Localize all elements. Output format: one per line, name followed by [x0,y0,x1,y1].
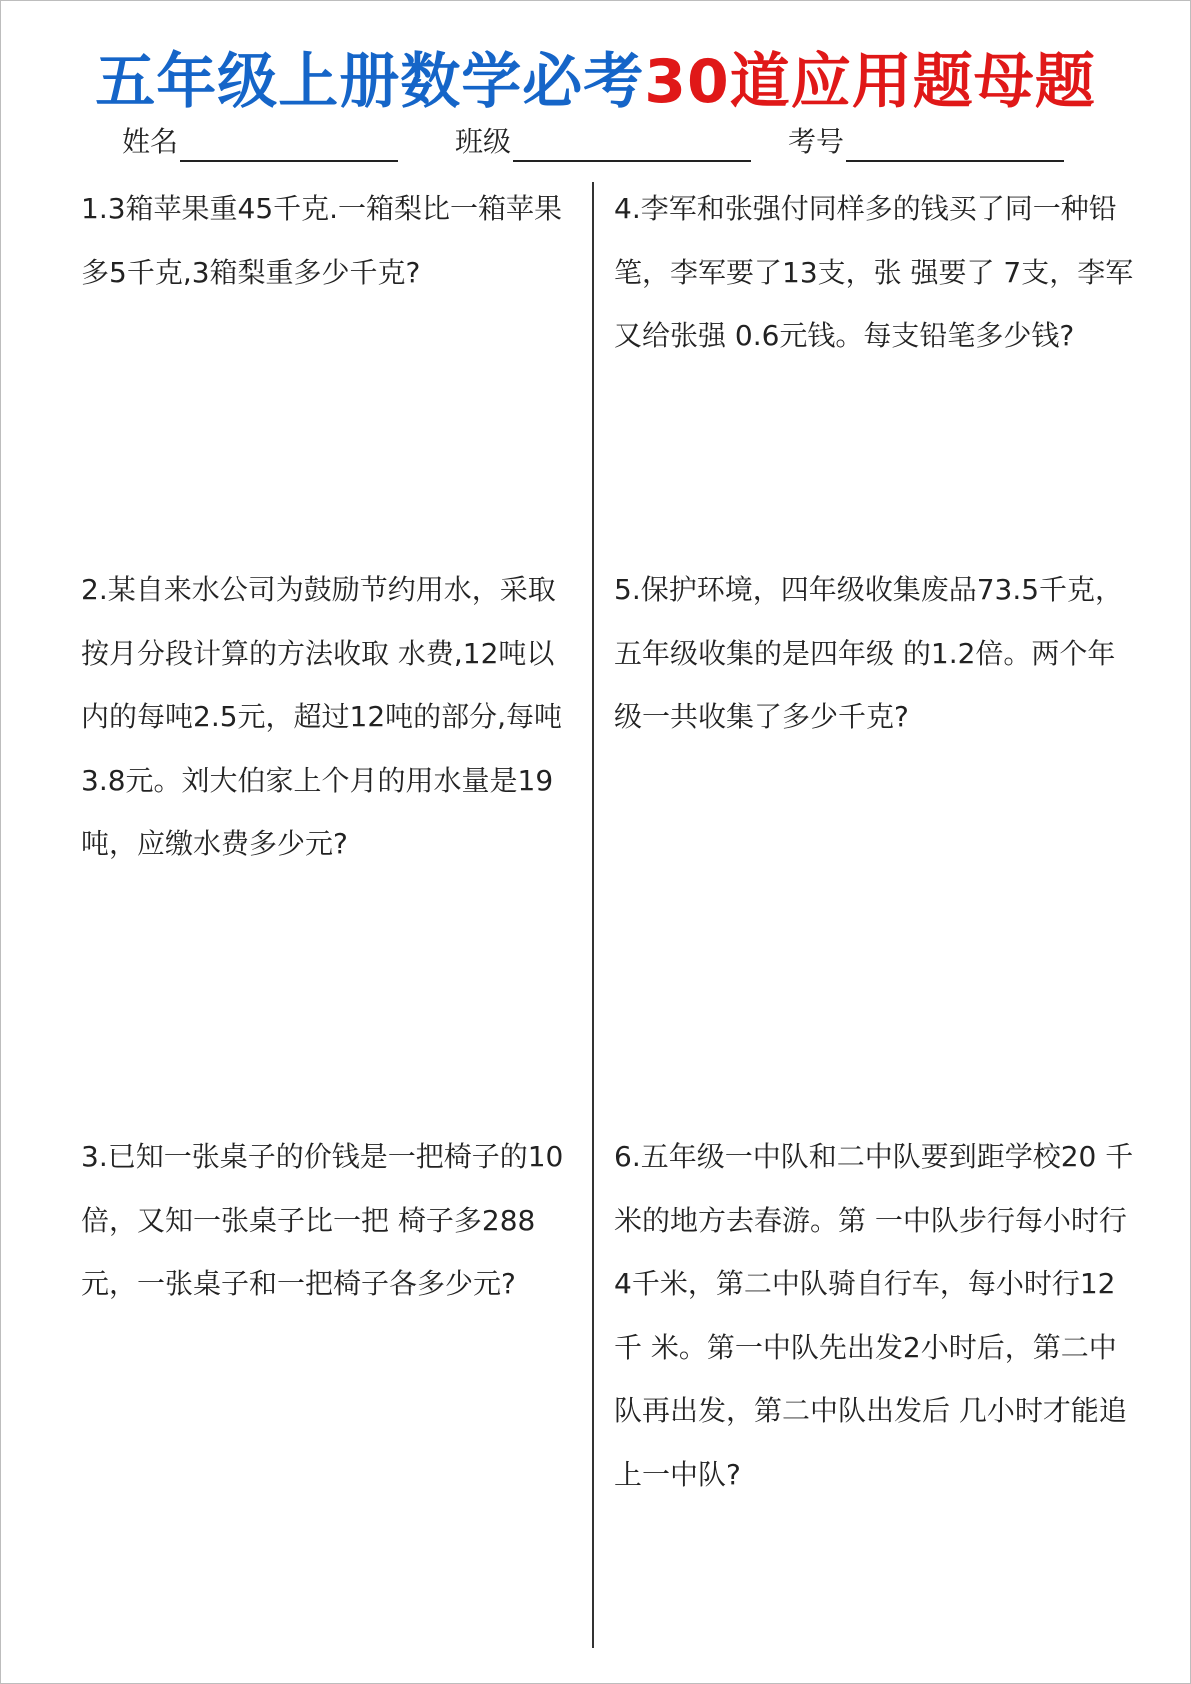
exam-number-blank-line[interactable] [846,130,1064,162]
worksheet-title [0,42,1191,122]
student-info-row [0,122,1191,162]
name-field [122,122,398,162]
class-field [455,122,751,162]
question-3: 3.已知一张桌子的价钱是一把椅子的10倍，又知一张桌子比一把 椅子多288元，一张桌子和一把椅子各多少元? [81,1140,564,1300]
exam-number-field [788,122,1064,162]
question-2: 2.某自来水公司为鼓励节约用水，采取按月分段计算的方法收取 水费,12吨以内的每吨2.5元，超过12吨的部分,每吨3.8元。刘大伯家上个月的用水量是19吨，应缴水费多少元? [81,573,563,860]
name-blank-line[interactable] [180,130,398,162]
question-4: 4.李军和张强付同样多的钱买了同一种铅笔，李军要了13支，张 强要了 7支，李军又给张强 0.6元钱。每支铅笔多少钱? [614,192,1134,352]
exam-number-label: 考号 [788,125,845,158]
question-1: 1.3箱苹果重45千克.一箱梨比一箱苹果多5千克,3箱梨重多少千克? [81,192,563,289]
question-5: 5.保护环境，四年级收集废品73.5千克，五年级收集的是四年级 的1.2倍。两个年级一共收集了多少千克? [614,573,1124,733]
title-part-red: 30道应用题母题 [644,47,1096,117]
class-blank-line[interactable] [513,130,751,162]
class-label: 班级 [455,125,512,158]
name-label: 姓名 [122,125,179,158]
question-6: 6.五年级一中队和二中队要到距学校20 千米的地方去春游。第 一中队步行每小时行4千米，第二中队骑自行车，每小时行12 千 米。第一中队先出发2小时后，第二中队再出发，第二中队出发后 几小时才能追上一中队? [614,1140,1134,1491]
title-part-blue: 五年级上册数学必考 [95,47,645,117]
column-divider [592,182,594,1648]
